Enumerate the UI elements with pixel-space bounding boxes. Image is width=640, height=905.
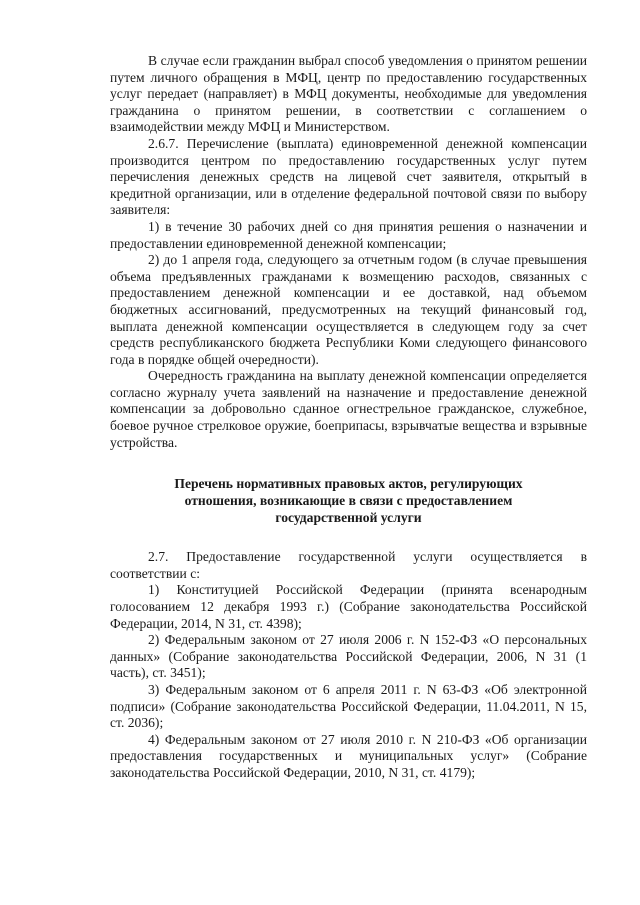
paragraph-item-1: 1) в течение 30 рабочих дней со дня принятия решения о назначении и предоставлении единовременной денежной компенсации; — [110, 218, 587, 251]
section-heading — [110, 475, 587, 526]
document-page — [110, 53, 587, 782]
paragraph-law-3: 3) Федеральным законом от 6 апреля 2011 г. N 63-ФЗ «Об электронной подписи» (Собрание законодательства Российской Федерации, 11.04.2011, N 15, ст. 2036); — [110, 682, 587, 731]
paragraph-queue-order: Очередность гражданина на выплату денежной компенсации определяется согласно журналу учета заявлений на назначение и предоставление денежной компенсации за добровольно сданное огнестрельное гражданское, служебное, боевое ручное стрелковое оружие, боеприпасы, взрывчатые вещества и взрывные устройства. — [110, 368, 587, 450]
paragraph-law-4: 4) Федеральным законом от 27 июля 2010 г. N 210-ФЗ «Об организации предоставления государственных и муниципальных услуг» (Собрание законодательства Российской Федерации, 2010, N 31, ст. 4179); — [110, 731, 587, 780]
heading-line: Перечень нормативных правовых актов, регулирующих — [174, 476, 523, 492]
paragraph-law-2: 2) Федеральным законом от 27 июля 2006 г. N 152-ФЗ «О персональных данных» (Собрание законодательства Российской Федерации, 2006, N 31 (1 часть), ст. 3451); — [110, 632, 587, 681]
heading-line: отношения, возникающие в связи с предоставлением — [184, 493, 513, 509]
paragraph-item-2: 2) до 1 апреля года, следующего за отчетным годом (в случае превышения объема предъявленных гражданами к возмещению расходов, связанных с предоставлением денежной компенсации и ее доставкой, над объемом бюджетных ассигнований, предусмотренных на текущий финансовый год, выплата денежной компенсации осуществляется в следующем году за счет средств республиканского бюджета Республики Коми следующего финансового года в порядке общей очередности). — [110, 252, 587, 367]
paragraph-2-6-7: 2.6.7. Перечисление (выплата) единовременной денежной компенсации производится центром по предоставлению государственных услуг путем перечисления денежных средств на лицевой счет заявителя, открытый в кредитной организации, или в отделение федеральной почтовой связи по выбору заявителя: — [110, 135, 587, 218]
paragraph-2-7: 2.7. Предоставление государственной услуги осуществляется в соответствии с: — [110, 549, 587, 581]
paragraph-mfc-notification: В случае если гражданин выбрал способ уведомления о принятом решении путем личного обращения в МФЦ, центр по предоставлению государственных услуг передает (направляет) в МФЦ документы, необходимые для уведомления гражданина о принятом решении, в соответствии с соглашением о взаимодействии между МФЦ и Министерством. — [110, 53, 587, 135]
heading-line: государственной услуги — [275, 510, 422, 526]
paragraph-law-1: 1) Конституцией Российской Федерации (принята всенародным голосованием 12 декабря 1993 г.) (Собрание законодательства Российской Федерации, 2014, N 31, ст. 4398); — [110, 582, 587, 631]
